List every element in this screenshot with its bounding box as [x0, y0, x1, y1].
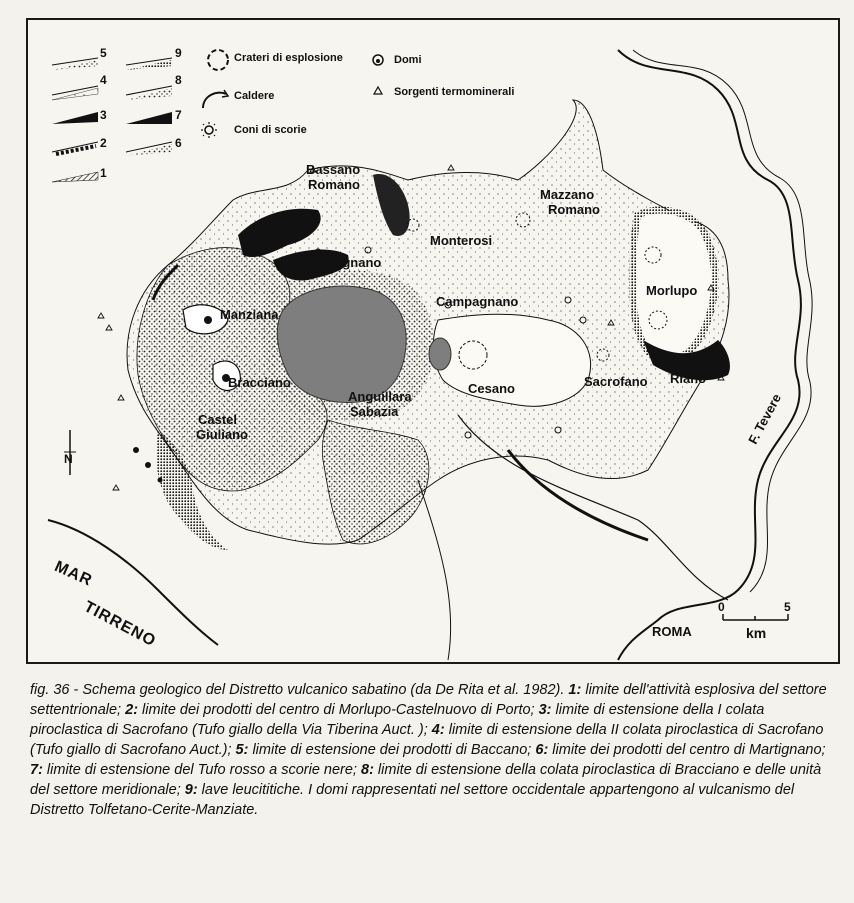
dome-1: [204, 316, 212, 324]
legend-num-3: 3: [100, 108, 107, 122]
legend-num-4: 4: [100, 73, 107, 87]
place-bassano-romano: Romano: [308, 177, 360, 192]
scale-five-label: 5: [784, 600, 791, 614]
caption-num-4: 4:: [431, 722, 445, 738]
dome-5: [158, 478, 163, 483]
legend-num-7: 7: [175, 108, 182, 122]
place-manziana: Manziana: [220, 307, 279, 322]
river-label-tevere: F. Tevere: [745, 391, 785, 447]
lake-martignano: [429, 338, 451, 370]
legend-num-6: 6: [175, 136, 182, 150]
caption-num-8: 8:: [361, 762, 374, 778]
place-cesano: Cesano: [468, 381, 515, 396]
place-mazzano-romano: Romano: [548, 202, 600, 217]
legend-num-9: 9: [175, 46, 182, 60]
place-campagnano: Campagnano: [436, 294, 519, 309]
caption-text-3: limite di estensione della I colata piroclastica di Sacrofano (Tufo giallo della Via Tiberina Auct. );: [30, 702, 765, 738]
scale-bar: [723, 614, 788, 620]
place-trevignano: Trevignano: [312, 255, 382, 270]
place-mazzano: Mazzano: [540, 187, 595, 202]
place-anguillara: Anguillara: [348, 389, 412, 404]
place-castel: Castel: [198, 412, 238, 427]
caption-num-2: 2:: [125, 702, 139, 718]
place-riano: Riano: [670, 371, 707, 386]
map-drawing: [28, 20, 838, 662]
legend-domi: Domi: [394, 54, 422, 66]
north-label: N: [64, 452, 73, 466]
legend-num-1: 1: [100, 166, 107, 180]
lake-bracciano: [277, 286, 406, 402]
south-dotted-tongue: [322, 420, 429, 544]
figure-caption: [30, 680, 830, 820]
caption-text-9: lave leucititiche. I domi rappresentati nel settore occidentale appartengono al vulcanismo del Distretto Tolfetano-Cerite-Manziate.: [30, 782, 795, 818]
legend-coni: Coni di scorie: [234, 124, 307, 136]
legend-num-2: 2: [100, 136, 107, 150]
place-giuliano: Giuliano: [196, 427, 248, 442]
caption-text-7: limite di estensione del Tufo rosso a scorie nere;: [42, 762, 361, 778]
caption-text-2: limite dei prodotti del centro di Morlupo-Castelnuovo di Porto;: [138, 702, 539, 718]
geologic-map: [26, 18, 840, 664]
place-sabazia: Sabazia: [350, 404, 399, 419]
caption-text-4: limite di estensione della II colata piroclastica di Sacrofano (Tufo giallo di Sacrofano Auct.);: [30, 722, 824, 758]
sea-label-tirreno: TIRRENO: [80, 598, 159, 651]
sea-label-mar: MAR: [51, 558, 95, 590]
valley-line-3: [418, 480, 451, 660]
caption-num-1: 1:: [568, 682, 582, 698]
place-bracciano: Bracciano: [228, 375, 291, 390]
place-monterosi: Monterosi: [430, 233, 493, 248]
place-morlupo: Morlupo: [646, 283, 698, 298]
dome-4: [145, 462, 151, 468]
caption-lead: fig. 36 - Schema geologico del Distretto vulcanico sabatino (da De Rita et al. 1982).: [30, 682, 569, 698]
legend-sorgenti: Sorgenti termominerali: [394, 86, 515, 98]
place-sacrofano: Sacrofano: [584, 374, 648, 389]
caption-num-6: 6:: [535, 742, 549, 758]
legend-crateri: Crateri di esplosione: [234, 52, 343, 64]
legend-num-8: 8: [175, 73, 182, 87]
caption-num-9: 9:: [184, 782, 198, 798]
scale-unit-label: km: [746, 625, 767, 641]
caption-text-8: limite di estensione della colata piroclastica di Bracciano e delle unità del settore meridionale;: [30, 762, 822, 798]
caption-num-7: 7:: [30, 762, 43, 778]
legend-caldere: Caldere: [234, 90, 275, 102]
place-roma: ROMA: [652, 624, 692, 639]
place-bassano: Bassano: [306, 162, 361, 177]
dome-3: [133, 447, 139, 453]
caption-text-1: limite dell'attività esplosiva del settore settentrionale;: [30, 682, 827, 718]
caption-num-5: 5:: [235, 742, 249, 758]
scale-zero-label: 0: [718, 600, 725, 614]
caption-text-6: limite dei prodotti del centro di Martignano;: [548, 742, 826, 758]
caption-num-3: 3:: [538, 702, 552, 718]
legend-num-5: 5: [100, 46, 107, 60]
caption-text-5: limite di estensione dei prodotti di Baccano;: [248, 742, 536, 758]
